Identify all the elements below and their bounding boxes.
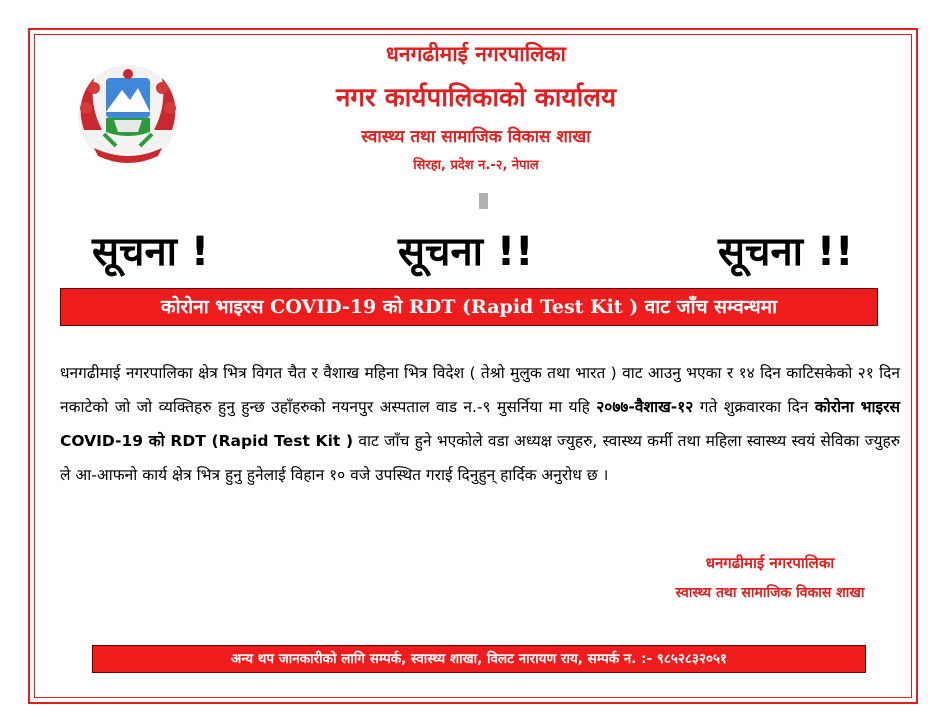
branch-title: स्वास्थ्य तथा सामाजिक विकास शाखा xyxy=(361,127,591,147)
notice-body xyxy=(60,356,900,492)
contact-footer: अन्य थप जानकारीको लागि सम्पर्क, स्वास्थ्य शाखा, विलट नारायण राय, सम्पर्क न. :- ९८५२८३२०५१ xyxy=(92,645,866,673)
text-cursor xyxy=(479,193,488,209)
address-line: सिरहा, प्रदेश न.-२, नेपाल xyxy=(413,158,539,173)
signature-org: धनगढीमाई नगरपालिका xyxy=(705,554,835,572)
body-covid-rdt: कोरोना भाइरस COVID-19 को RDT (Rapid Test Kit ) xyxy=(60,398,900,450)
notice-heading-2: सूचना !! xyxy=(398,229,534,275)
office-title: नगर कार्यपालिकाको कार्यालय xyxy=(335,83,617,113)
municipality-name: धनगढीमाई नगरपालिका xyxy=(386,42,566,66)
signature-branch: स्वास्थ्य तथा सामाजिक विकास शाखा xyxy=(675,585,865,601)
body-text-part-2: गते शुक्रवारका दिन xyxy=(693,398,815,416)
body-date: २०७७-वैशाख-१२ xyxy=(596,398,694,416)
notice-heading-3: सूचना !! xyxy=(718,229,854,275)
subject-banner: कोरोना भाइरस COVID-19 को RDT (Rapid Test Kit ) वाट जाँच सम्वन्धमा xyxy=(60,288,878,326)
body-text-part-3: वाट जाँच हुने भएकोले वडा अध्यक्ष ज्युहरु, स्वास्थ्य कर्मी तथा महिला स्वास्थ्य स्वयं सेविका ज्युहरु ले आ-आफनो कार्य क्षेत्र भित्र हुनु हुनेलाई विहान १० वजे उपस्थित गराई दिनुहुन् हार्दिक अनुरोध छ । xyxy=(60,432,900,484)
nepal-emblem-icon xyxy=(64,60,192,170)
notice-heading-1: सूचना ! xyxy=(92,229,210,275)
body-text-part-1: धनगढीमाई नगरपालिका क्षेत्र भित्र विगत चैत र वैशाख महिना भित्र विदेश ( तेश्रो मुलुक तथा भारत ) वाट आउनु भएका र १४ दिन काटिसकेको २१ दिन नकाटेको जो जो व्यक्तिहरु हुनु हुन्छ उहाँहरुको नयनपुर अस्पताल वाड न.-९ मुसर्निया मा यहि xyxy=(60,364,900,416)
